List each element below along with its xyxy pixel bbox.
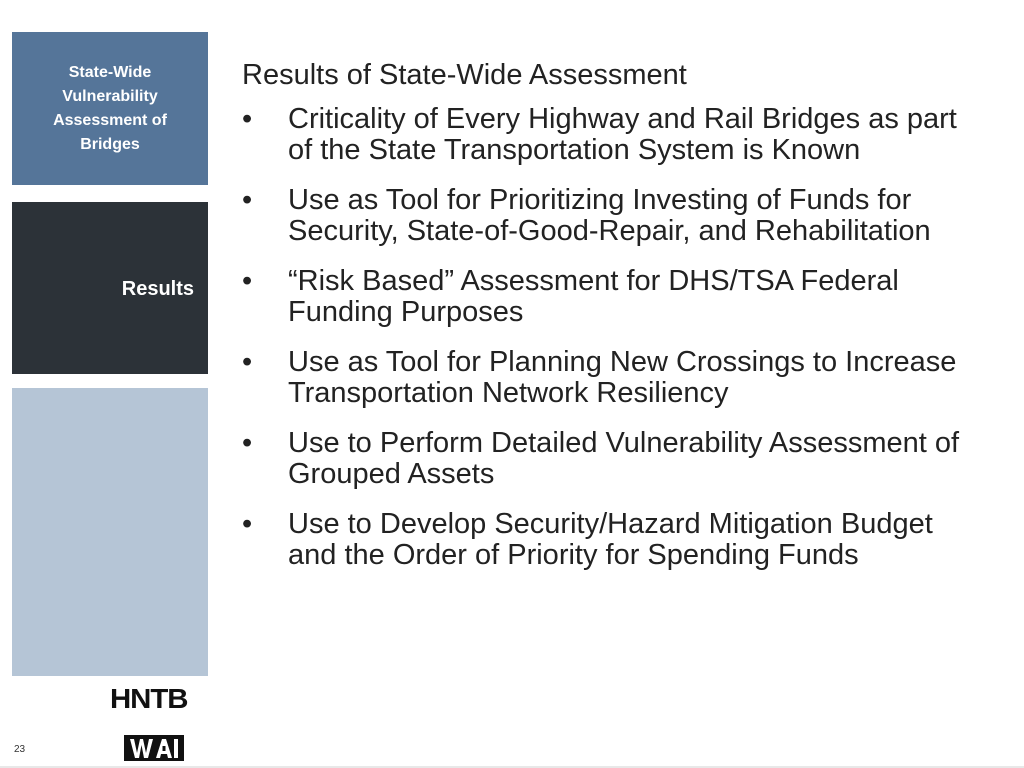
wai-logo-icon <box>124 733 184 763</box>
slide-heading: Results of State-Wide Assessment <box>242 59 687 91</box>
bullet-text: Use as Tool for Planning New Crossings to Increase Transportation Network Resiliency <box>288 346 957 409</box>
bullet-item <box>242 104 972 165</box>
current-section-label: Results <box>121 278 194 300</box>
bullet-icon: • <box>242 508 253 540</box>
bullet-icon: • <box>242 103 253 135</box>
bullet-icon: • <box>242 265 253 297</box>
bullet-list <box>242 104 972 570</box>
bullet-item <box>242 266 972 327</box>
section-panel-current <box>12 202 208 374</box>
bullet-text: Criticality of Every Highway and Rail Bridges as part of the State Transportation System is Known <box>288 103 957 166</box>
bullet-item <box>242 428 972 489</box>
bullet-text: Use to Develop Security/Hazard Mitigation Budget and the Order of Priority for Spending Funds <box>288 508 933 571</box>
page-number: 23 <box>14 744 26 755</box>
section-panel-title <box>12 32 208 185</box>
slide-content <box>242 58 972 590</box>
bullet-icon: • <box>242 346 253 378</box>
bullet-icon: • <box>242 427 253 459</box>
bullet-item <box>242 509 972 570</box>
bullet-item <box>242 185 972 246</box>
bullet-text: “Risk Based” Assessment for DHS/TSA Federal Funding Purposes <box>288 265 899 328</box>
bullet-text: Use as Tool for Prioritizing Investing of Funds for Security, State-of-Good-Repair, and Rehabilitation <box>288 184 931 247</box>
section-title: State-Wide Vulnerability Assessment of Bridges <box>53 64 167 153</box>
hntb-logo: HNTB <box>110 683 188 714</box>
section-panel-empty <box>12 388 208 676</box>
bullet-icon: • <box>242 184 253 216</box>
bullet-text: Use to Perform Detailed Vulnerability Assessment of Grouped Assets <box>288 427 960 490</box>
bullet-item <box>242 347 972 408</box>
